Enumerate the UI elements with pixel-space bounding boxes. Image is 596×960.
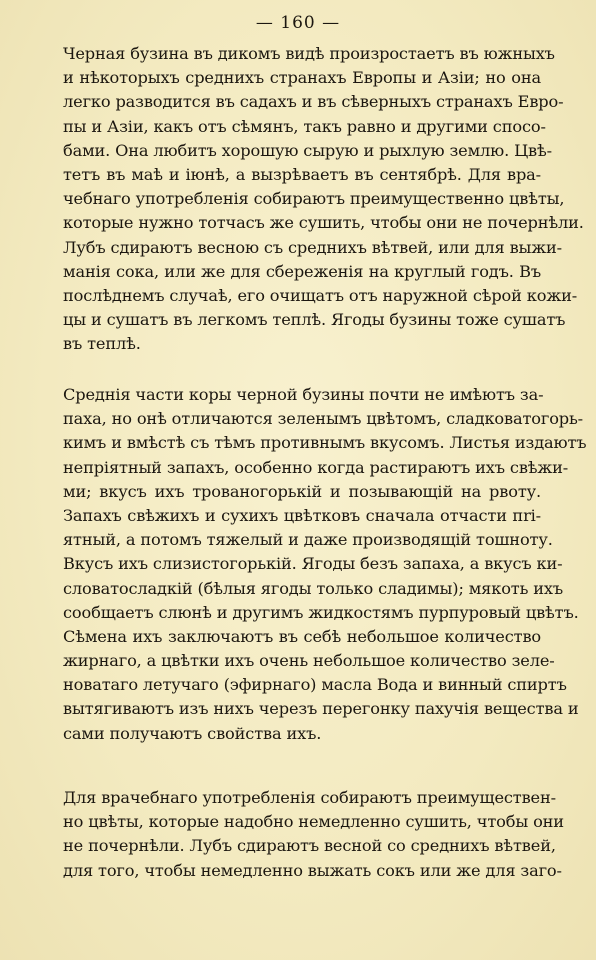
text-line: но цвѣты, которые надобно немедленно сушить, чтобы они [63, 812, 564, 832]
paragraph-3 [63, 786, 564, 883]
text-line: жирнаго, а цвѣтки ихъ очень небольшое количество зеле- [63, 651, 555, 671]
text-line: въ теплѣ. [63, 334, 141, 354]
text-line: Вкусъ ихъ слизистогорькій. Ягоды безъ запаха, а вкусъ ки- [63, 554, 563, 574]
text-line: Запахъ свѣжихъ и сухихъ цвѣтковъ сначала отчасти пrі- [63, 505, 541, 525]
text-line: сообщаетъ слюнѣ и другимъ жидкостямъ пурпуровый цвѣтъ. [63, 602, 579, 622]
text-line: новатаго летучаго (эфирнаго) масла Вода и винный спиртъ [63, 675, 567, 695]
text-line: манія сока, или же для сбереженія на круглый годъ. Въ [63, 261, 541, 281]
text-line: не почернѣли. Лубъ сдираютъ весной со среднихъ вѣтвей, [63, 836, 556, 856]
text-line: Лубъ сдираютъ весною съ среднихъ вѣтвей, или для выжи- [63, 237, 562, 257]
paragraph-2 [63, 383, 587, 746]
text-line: бами. Она любитъ хорошую сырую и рыхлую землю. Цвѣ- [63, 140, 552, 160]
text-line: которые нужно тотчасъ же сушить, чтобы они не почернѣли. [63, 213, 584, 233]
text-line: чебнаго употребленія собираютъ преимущественно цвѣты, [63, 189, 565, 209]
text-line: пы и Азіи, какъ отъ сѣмянъ, такъ равно и другими спосо- [63, 116, 546, 136]
paragraph-1 [63, 42, 584, 356]
text-line: ятный, а потомъ тяжелый и даже производящій тошноту. [63, 530, 553, 550]
text-line: Для врачебнаго употребленія собираютъ преимуществен- [63, 788, 556, 807]
text-line: Черная бузина въ дикомъ видѣ произростаетъ въ южныхъ [63, 44, 555, 63]
text-line: непріятный запахъ, особенно когда растираютъ ихъ свѣжи- [63, 457, 569, 477]
text-line: Сѣмена ихъ заключаютъ въ себѣ небольшое количество [63, 626, 541, 646]
text-line: паха, но онѣ отличаются зеленымъ цвѣтомъ, сладковатогорь- [63, 409, 583, 429]
text-line: и нѣкоторыхъ среднихъ странахъ Европы и Азіи; но она [63, 68, 541, 88]
text-line: послѣднемъ случаѣ, его очищатъ отъ наружной сѣрой кожи- [63, 285, 578, 305]
text-line: легко разводится въ садахъ и въ сѣверныхъ странахъ Евро- [63, 92, 564, 112]
text-line: кимъ и вмѣстѣ съ тѣмъ противнымъ вкусомъ. Листья издаютъ [63, 433, 587, 453]
page-number: — 160 — [255, 13, 341, 33]
text-line: ми; вкусъ ихъ трованогорькій и позывающій на рвоту. [63, 481, 541, 501]
text-line: словатосладкій (бѣлыя ягоды только сладимы); мякоть ихъ [63, 578, 564, 598]
text-line: вытягиваютъ изъ нихъ черезъ перегонку пахучія вещества и [63, 699, 579, 719]
text-line: для того, чтобы немедленно выжать сокъ или же для заго- [63, 860, 562, 880]
text-line: цы и сушатъ въ легкомъ теплѣ. Ягоды бузины тоже сушатъ [63, 310, 566, 330]
text-line: сами получаютъ свойства ихъ. [63, 723, 322, 743]
text-line: Среднія части коры черной бузины почти не имѣютъ за- [63, 385, 544, 404]
text-line: тетъ въ маѣ и іюнѣ, а вызрѣваетъ въ сентябрѣ. Для вра- [63, 164, 541, 184]
